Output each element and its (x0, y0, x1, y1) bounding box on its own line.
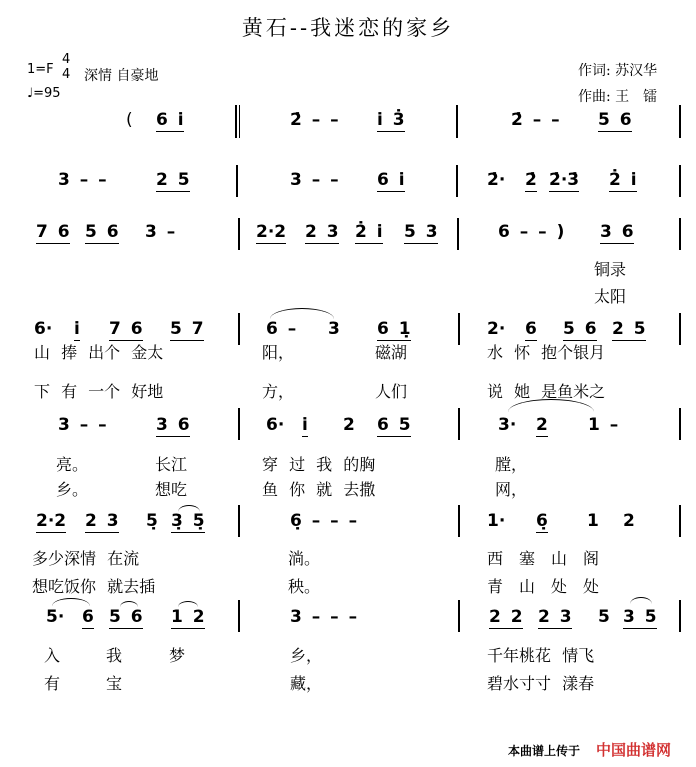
note-group: 1 (587, 511, 599, 531)
note-group: 3 – – (290, 170, 339, 190)
repeat-barline-thin (239, 105, 240, 138)
barline (238, 408, 240, 440)
lyric: 淌。 (288, 549, 321, 568)
barline (458, 505, 460, 537)
note-group: 2· (487, 319, 506, 339)
note-group: 2̇· (487, 170, 506, 190)
lyric: 阳， (262, 343, 295, 362)
upload-note: 本曲谱上传于 (508, 744, 581, 758)
note-group: 7 6 (36, 222, 70, 242)
barline (456, 165, 458, 197)
lyricist: 作词: 苏汉华 (578, 63, 658, 79)
slur (630, 597, 652, 604)
barline (238, 313, 240, 345)
note-group: 5 7 (170, 319, 204, 339)
note-group: 2 3 (85, 511, 119, 531)
lyric: 人们 (375, 382, 408, 401)
tempo-mark: ♩=95 (27, 86, 61, 101)
note-group: 3 (328, 319, 340, 339)
note-group: i̇ 3̇ (377, 110, 405, 130)
barline (238, 218, 240, 250)
barline (457, 218, 459, 250)
lyric: 青 山 处 处 (487, 577, 600, 596)
note-group: 6· (34, 319, 53, 339)
lyric: 多少深情 在流 (32, 549, 140, 568)
note-group: 5 6 (85, 222, 119, 242)
lyric: 方， (262, 382, 295, 401)
note-group: 6̣ (536, 511, 548, 531)
barline (679, 105, 681, 138)
note-group: 6· (266, 415, 285, 435)
lyric: 碧水寸寸 漾春 (487, 674, 595, 693)
note-group: 2 (623, 511, 635, 531)
note-group: 1· (487, 511, 506, 531)
lyric: 磁湖 (375, 343, 408, 362)
time-top: 4 (62, 52, 71, 67)
song-title: 黄石--我迷恋的家乡 (241, 16, 455, 40)
composer: 作曲: 王 镭 (578, 89, 658, 105)
note-group: 3̣ 5̣ (171, 511, 205, 531)
note-group: 5· (46, 607, 65, 627)
barline (679, 218, 681, 250)
barline (456, 105, 458, 138)
barline (679, 165, 681, 197)
note-group: 6̣ – – – (290, 511, 358, 531)
note-group: 5 (598, 607, 610, 627)
note-group: 5̣ (146, 511, 158, 531)
lyric: 膛， (495, 455, 528, 474)
barline (458, 313, 460, 345)
lyric: 亮。 (56, 455, 89, 474)
barline (236, 165, 238, 197)
barline (679, 600, 681, 632)
note-group: 6 i̇ (377, 170, 405, 190)
note-group: 5 3 (404, 222, 438, 242)
open-paren: ( (126, 110, 133, 130)
lyric: 乡， (290, 646, 323, 665)
note-group: 2̇ – – (511, 110, 560, 130)
note-group: 2 5 (156, 170, 190, 190)
note-group: 6 – – ) (498, 222, 565, 242)
lyric: 网， (495, 480, 528, 499)
note-group: 5 6 (109, 607, 143, 627)
note-group: 5 6 (598, 110, 632, 130)
lyric: 梦 (169, 646, 186, 665)
note-group: 3 6 (600, 222, 634, 242)
note-group: 2̇ – – (290, 110, 339, 130)
note-group: 6 i̇ (156, 110, 184, 130)
key-signature: 1=F (27, 62, 54, 77)
barline (679, 313, 681, 345)
note-group: 6 – (266, 319, 297, 339)
note-group: 7 6 (109, 319, 143, 339)
lyric: 鱼 你 就 去撒 (262, 480, 376, 499)
note-group: 2̇ (525, 170, 537, 190)
lyric: 想吃饭你 就去插 (32, 577, 156, 596)
note-group: 6 (82, 607, 94, 627)
lyric: 下 有 一个 好地 (34, 382, 164, 401)
lyric: 水 怀 抱个银月 (487, 343, 606, 362)
note-group: 5 6 (563, 319, 597, 339)
lyric: 穿 过 我 的胸 (262, 455, 376, 474)
barline (679, 505, 681, 537)
note-group: 2̇ i̇ (355, 222, 383, 242)
note-group: i̇ (302, 415, 308, 435)
tie (270, 308, 334, 319)
note-group: 1 2 (171, 607, 205, 627)
slur (52, 598, 90, 606)
barline (238, 505, 240, 537)
lyric: 入 (44, 646, 61, 665)
note-group: 3 5 (623, 607, 657, 627)
note-group: 2 5 (612, 319, 646, 339)
note-group: 2·2 (36, 511, 67, 531)
note-group: 6 (525, 319, 537, 339)
lyric: 说 她 是鱼米之 (487, 382, 606, 401)
note-group: 1 – (588, 415, 619, 435)
note-group: 6 1̣ (377, 319, 411, 339)
site-logo: 中国曲谱网 (596, 741, 672, 759)
note-group: 2 (343, 415, 355, 435)
note-group: 2 (536, 415, 548, 435)
barline (458, 408, 460, 440)
note-group: 2̇·3̇ (549, 170, 580, 190)
note-group: 6 5 (377, 415, 411, 435)
barline (679, 408, 681, 440)
lyric: 乡。 (56, 480, 89, 499)
pickup-lyric: 太阳 (594, 287, 627, 306)
barline (238, 600, 240, 632)
pickup-lyric: 铜录 (594, 260, 627, 279)
lyric: 西 塞 山 阁 (487, 549, 600, 568)
lyric: 山 捧 出个 金太 (34, 343, 164, 362)
time-signature (62, 52, 70, 82)
lyric: 长江 (155, 455, 188, 474)
repeat-barline (235, 105, 237, 138)
note-group: 2 2 (489, 607, 523, 627)
lyric: 秧。 (288, 577, 321, 596)
note-group: 2·2 (256, 222, 287, 242)
lyric: 想吃 (155, 480, 188, 499)
note-group: 3 – – (58, 170, 107, 190)
note-group: 2 3 (305, 222, 339, 242)
lyric: 藏， (290, 674, 323, 693)
note-group: i̇ (74, 319, 80, 339)
lyric: 千年桃花 情飞 (487, 646, 595, 665)
time-bottom: 4 (62, 67, 71, 82)
note-group: 3 – – – (290, 607, 358, 627)
note-group: 3 – – (58, 415, 107, 435)
note-group: 2̇ i̇ (609, 170, 637, 190)
note-group: 3· (498, 415, 517, 435)
note-group: 3 – (145, 222, 176, 242)
barline (458, 600, 460, 632)
note-group: 2 3 (538, 607, 572, 627)
lyric: 宝 (106, 674, 123, 693)
note-group: 3 6 (156, 415, 190, 435)
lyric: 我 (106, 646, 123, 665)
expression-mark: 深情 自豪地 (84, 68, 159, 84)
lyric: 有 (44, 674, 61, 693)
